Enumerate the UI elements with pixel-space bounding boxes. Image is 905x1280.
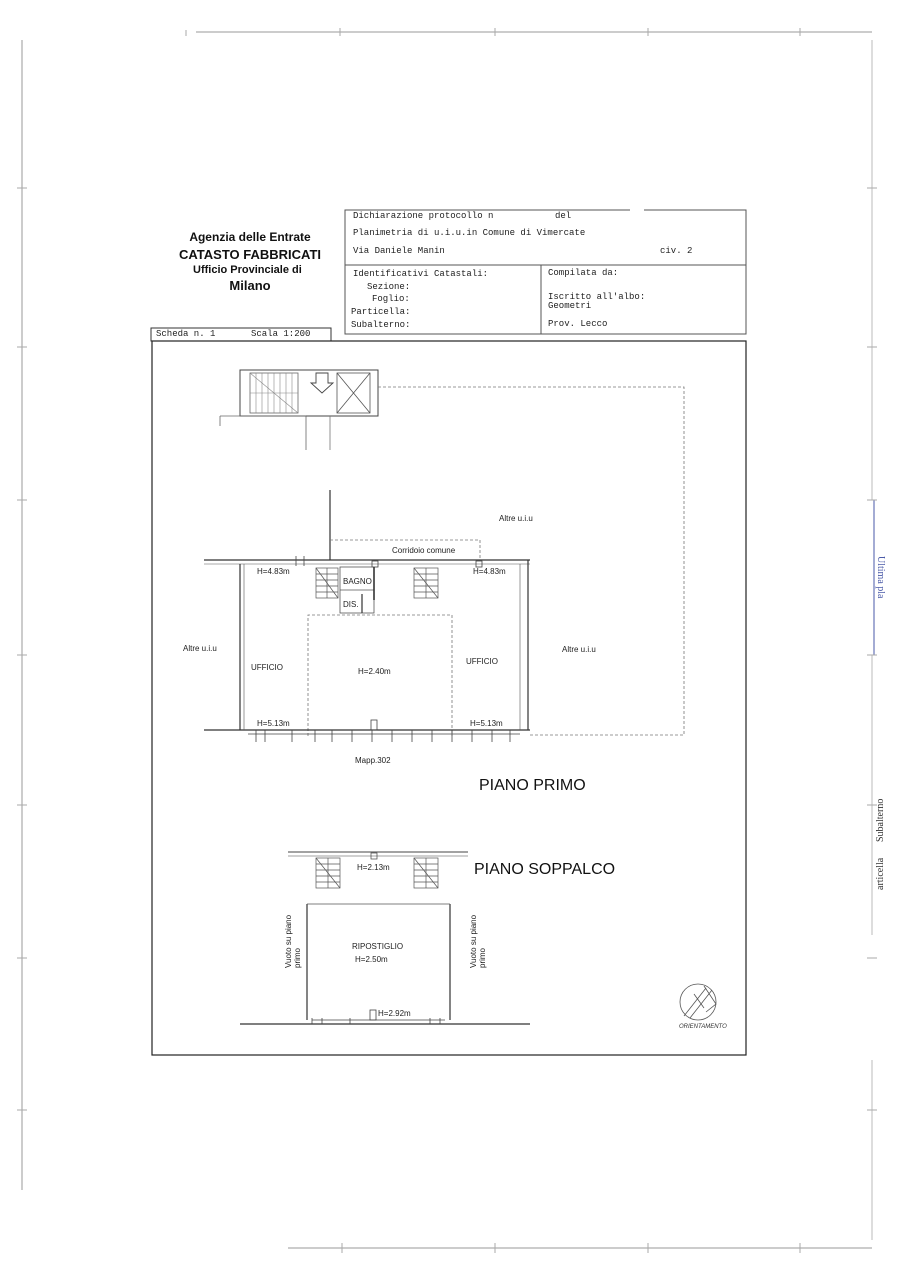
planimetria-text: Planimetria di u.i.u.in Comune di Vimercate bbox=[353, 228, 586, 238]
label-h-center: H=2.40m bbox=[358, 667, 391, 676]
compilata-title: Compilata da: bbox=[548, 268, 619, 278]
subalterno-label: Subalterno: bbox=[351, 320, 411, 330]
scheda-label: Scheda n. 1 bbox=[156, 329, 216, 339]
sezione-label: Sezione: bbox=[367, 282, 411, 292]
label-h-ripostiglio: H=2.50m bbox=[355, 955, 388, 964]
agency-catasto: CATASTO FABBRICATI bbox=[178, 247, 322, 262]
label-corridoio: Corridoio comune bbox=[392, 546, 456, 555]
prov-label: Prov. Lecco bbox=[548, 319, 608, 329]
margin-note-top: Ultima pla bbox=[875, 556, 886, 599]
label-ripostiglio: RIPOSTIGLIO bbox=[352, 942, 404, 951]
agency-name: Agenzia delle Entrate bbox=[189, 230, 311, 244]
label-h-soppalco-top: H=2.13m bbox=[357, 863, 390, 872]
label-h-left-top: H=4.83m bbox=[257, 567, 290, 576]
geometri-label: Geometri bbox=[548, 301, 592, 311]
civ-text: civ. 2 bbox=[660, 246, 693, 256]
dichiarazione-label: Dichiarazione protocollo n bbox=[353, 211, 494, 221]
label-ufficio-left: UFFICIO bbox=[251, 663, 283, 672]
label-ufficio-right: UFFICIO bbox=[466, 657, 498, 666]
stair-lift-block bbox=[240, 370, 378, 416]
foglio-label: Foglio: bbox=[372, 294, 410, 304]
margin-note-particella: articella bbox=[875, 857, 886, 890]
margin-note-subalterno: Subalterno bbox=[875, 798, 886, 842]
piano-primo-title: PIANO PRIMO bbox=[479, 777, 586, 794]
label-altre-left: Altre u.i.u bbox=[183, 644, 217, 653]
orientamento-label: ORIENTAMENTO bbox=[679, 1024, 727, 1030]
label-altre-right: Altre u.i.u bbox=[562, 645, 596, 654]
label-altre-top: Altre u.i.u bbox=[499, 514, 533, 523]
label-vuoto-left: Vuoto su piano primo bbox=[284, 914, 302, 968]
del-label: del bbox=[555, 211, 572, 221]
label-dis: DIS. bbox=[343, 600, 359, 609]
label-bagno: BAGNO bbox=[343, 577, 372, 586]
label-h-left-bottom: H=5.13m bbox=[257, 719, 290, 728]
label-mapp: Mapp.302 bbox=[355, 756, 391, 765]
particella-label: Particella: bbox=[351, 307, 411, 317]
label-h-right-bottom: H=5.13m bbox=[470, 719, 503, 728]
label-h-soppalco-bottom: H=2.92m bbox=[378, 1009, 411, 1018]
address-text: Via Daniele Manin bbox=[353, 246, 445, 256]
iscritto-label: Iscritto all'albo: bbox=[548, 292, 646, 302]
label-vuoto-right: Vuoto su piano primo bbox=[469, 914, 487, 968]
label-h-right-top: H=4.83m bbox=[473, 567, 506, 576]
identificativi-title: Identificativi Catastali: bbox=[353, 269, 489, 279]
orientamento-icon bbox=[680, 984, 716, 1020]
agency-city: Milano bbox=[229, 278, 271, 293]
agency-ufficio: Ufficio Provinciale di bbox=[193, 264, 302, 276]
scala-label: Scala 1:200 bbox=[251, 329, 311, 339]
piano-soppalco-title: PIANO SOPPALCO bbox=[474, 861, 616, 878]
